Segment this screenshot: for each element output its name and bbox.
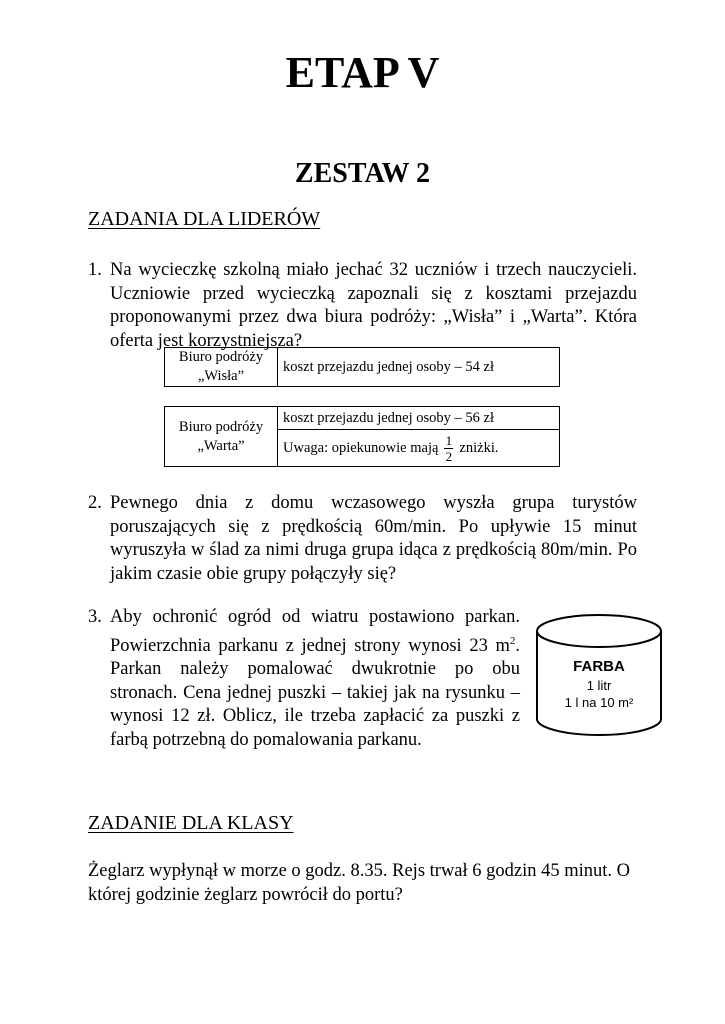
offer-table-wisla: [164, 347, 560, 387]
fraction-denominator: 2: [445, 448, 453, 464]
page-title: ETAP V: [285, 48, 440, 97]
offer-name-line1: Biuro podróży: [178, 418, 264, 435]
offer-cost: koszt przejazdu jednej osoby – 56 zł: [278, 407, 559, 430]
fraction-numerator: 1: [445, 432, 453, 448]
task-1: [88, 259, 637, 353]
offer-name-line2: „Warta”: [197, 437, 245, 454]
offer-table-warta: [164, 406, 560, 467]
class-task-text: Żeglarz wypłynął w morze o godz. 8.35. Rejs trwał 6 godzin 45 minut. O której godzinie żeglarz powrócił do portu?: [88, 861, 631, 905]
task-text-part1: Aby ochronić ogród od wiatru postawiono parkan. Powierzchnia parkanu z jednej strony wynosi 23 m: [110, 607, 520, 656]
task-number: 2.: [88, 493, 102, 513]
offer-info: [278, 407, 559, 466]
task-text: Pewnego dnia z domu wczasowego wyszła grupa turystów poruszających się z prędkością 60m/min. Po upływie 15 minut wyruszyła w ślad za nimi druga grupa idąca z prędkością 80m/min. Po jakim czasie obie grupy połączyły się?: [110, 493, 637, 584]
can-lid: [537, 615, 661, 647]
offer-note-text-end: zniżki.: [459, 439, 499, 456]
can-volume: 1 litr: [586, 678, 612, 693]
offer-info: [278, 348, 559, 386]
offer-name: [165, 348, 278, 386]
offer-name-line1: Biuro podróży: [178, 349, 264, 365]
offer-name-line2: „Wisła”: [197, 368, 245, 384]
can-label: FARBA: [573, 658, 625, 675]
offer-note: [278, 430, 559, 466]
can-coverage: 1 l na 10 m²: [564, 695, 634, 710]
section-heading-class: ZADANIE DLA KLASY: [88, 812, 294, 834]
superscript-2: 2: [509, 634, 516, 647]
set-title: ZESTAW 2: [294, 158, 431, 189]
offer-cost: koszt przejazdu jednej osoby – 54 zł: [283, 358, 494, 375]
section-heading-leaders: ZADANIA DLA LIDERÓW: [88, 208, 321, 230]
task-number: 1.: [88, 260, 102, 280]
offer-note-text: Uwaga: opiekunowie mają: [283, 439, 439, 456]
offer-name: [165, 407, 278, 466]
task-number: 3.: [88, 607, 102, 627]
task-2: [88, 492, 637, 586]
task-3: [88, 606, 520, 752]
task-text: [110, 606, 520, 752]
task-text: Na wycieczkę szkolną miało jechać 32 uczniów i trzech nauczycieli. Uczniowie przed wycieczką zapoznali się z kosztami przejazdu proponowanymi przez dwa biura podróży: „Wisła” i „Warta”. Która oferta jest korzystniejsza?: [110, 260, 637, 351]
paint-can-illustration: [534, 612, 664, 738]
task-text-part2: . Parkan należy pomalować dwukrotnie po obu stronach. Cena jednej puszki – takiej jak na rysunku – wynosi 12 zł. Oblicz, ile trzeba zapłacić za puszki z farbą potrzebną do pomalowania parkanu.: [110, 635, 520, 750]
fraction-one-half: [444, 433, 453, 464]
